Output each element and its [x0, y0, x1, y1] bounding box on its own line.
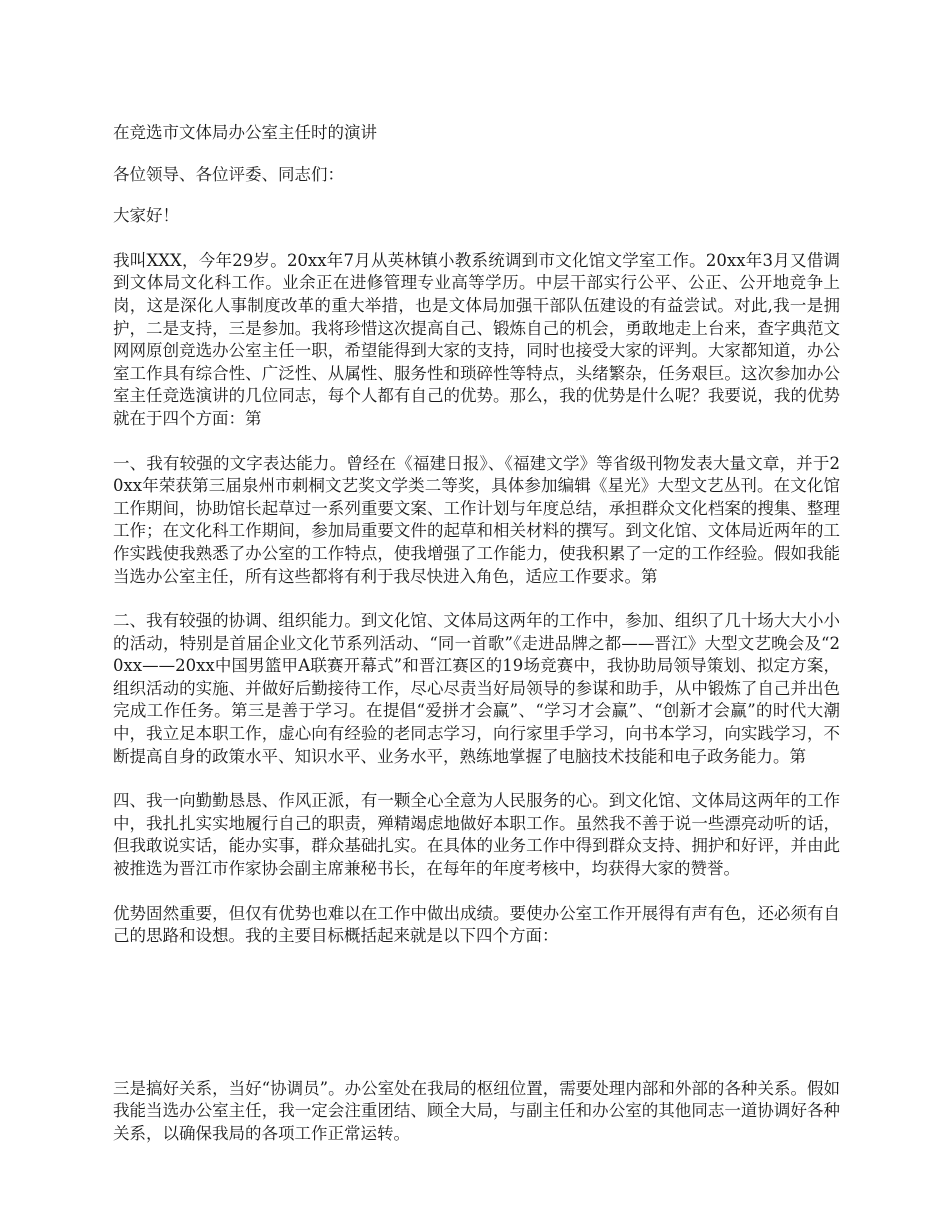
document-title: 在竞选市文体局办公室主任时的演讲: [113, 123, 377, 142]
document-page: [113, 122, 840, 1168]
paragraph-work-ethic: 四、我一向勤勤恳恳、作风正派，有一颗全心全意为人民服务的心。到文化馆、文体局这两年的工作中，我扎扎实实地履行自己的职责，殚精竭虑地做好本职工作。虽然我不善于说一些漂亮动听的话，但我敢说实话，能办实事，群众基础扎实。在具体的业务工作中得到群众支持、拥护和好评，并由此被推选为晋江市作家协会副主席兼秘书长，在每年的年度考核中，均获得大家的赞誉。: [113, 791, 840, 879]
paragraph-relations: 三是搞好关系，当好“协调员”。办公室处在我局的枢纽位置，需要处理内部和外部的各种关系。假如我能当选办公室主任，我一定会注重团结、顾全大局，与副主任和办公室的其他同志一道协调好各种关系，以确保我局的各项工作正常运转。: [113, 1078, 840, 1143]
salutation: 各位领导、各位评委、同志们：: [113, 164, 344, 184]
blank-gap: [113, 970, 840, 1078]
paragraph-intro: 我叫XXX，今年29岁。20xx年7月从英林镇小教系统调到市文化馆文学室工作。20xx年3月又借调到文体局文化科工作。业余正在进修管理专业高等学历。中层干部实行公平、公正、公开地竞争上岗，这是深化人事制度改革的重大举措，也是文体局加强干部队伍建设的有益尝试。对此,我一是拥护，二是支持，三是参加。我将珍惜这次提高自己、锻炼自己的机会，勇敢地走上台来，查字典范文网网原创竞选办公室主任一职，希望能得到大家的支持，同时也接受大家的评判。大家都知道，办公室工作具有综合性、广泛性、从属性、服务性和琐碎性等特点，头绪繁杂，任务艰巨。这次参加办公室主任竞选演讲的几位同志，每个人都有自己的优势。那么，我的优势是什么呢？我要说，我的优势就在于四个方面：第: [113, 250, 840, 428]
paragraph-goals-intro: 优势固然重要，但仅有优势也难以在工作中做出成绩。要使办公室工作开展得有声有色，还必须有自己的思路和设想。我的主要目标概括起来就是以下四个方面：: [113, 903, 840, 946]
paragraph-writing-ability: 一、我有较强的文字表达能力。曾经在《福建日报》、《福建文学》等省级刊物发表大量文章，并于20xx年荣获第三届泉州市刺桐文艺奖文学类二等奖，具体参加编辑《星光》大型文艺丛刊。在文化馆工作期间，协助馆长起草过一系列重要文案、工作计划与年度总结，承担群众文化档案的搜集、整理工作；在文化科工作期间，参加局重要文件的起草和相关材料的撰写。到文化馆、文体局近两年的工作实践使我熟悉了办公室的工作特点，使我增强了工作能力，使我积累了一定的工作经验。假如我能当选办公室主任，所有这些都将有利于我尽快进入角色，适应工作要求。第: [113, 453, 840, 586]
greeting: 大家好！: [113, 206, 179, 226]
paragraph-coordination-ability: 二、我有较强的协调、组织能力。到文化馆、文体局这两年的工作中，参加、组织了几十场大大小小的活动，特别是首届企业文化节系列活动、“同一首歌”《走进品牌之都——晋江》大型文艺晚会及“20xx——20xx中国男篮甲A联赛开幕式”和晋江赛区的19场竞赛中，我协助局领导策划、拟定方案，组织活动的实施、并做好后勤接待工作，尽心尽责当好局领导的参谋和助手，从中锻炼了自己并出色完成工作任务。第三是善于学习。在提倡“爱拼才会赢”、“学习才会赢”、“创新才会赢”的时代大潮中，我立足本职工作，虚心向有经验的老同志学习，向行家里手学习，向书本学习，向实践学习，不断提高自身的政策水平、知识水平、业务水平，熟练地掌握了电脑技术技能和电子政务能力。第: [113, 611, 840, 766]
